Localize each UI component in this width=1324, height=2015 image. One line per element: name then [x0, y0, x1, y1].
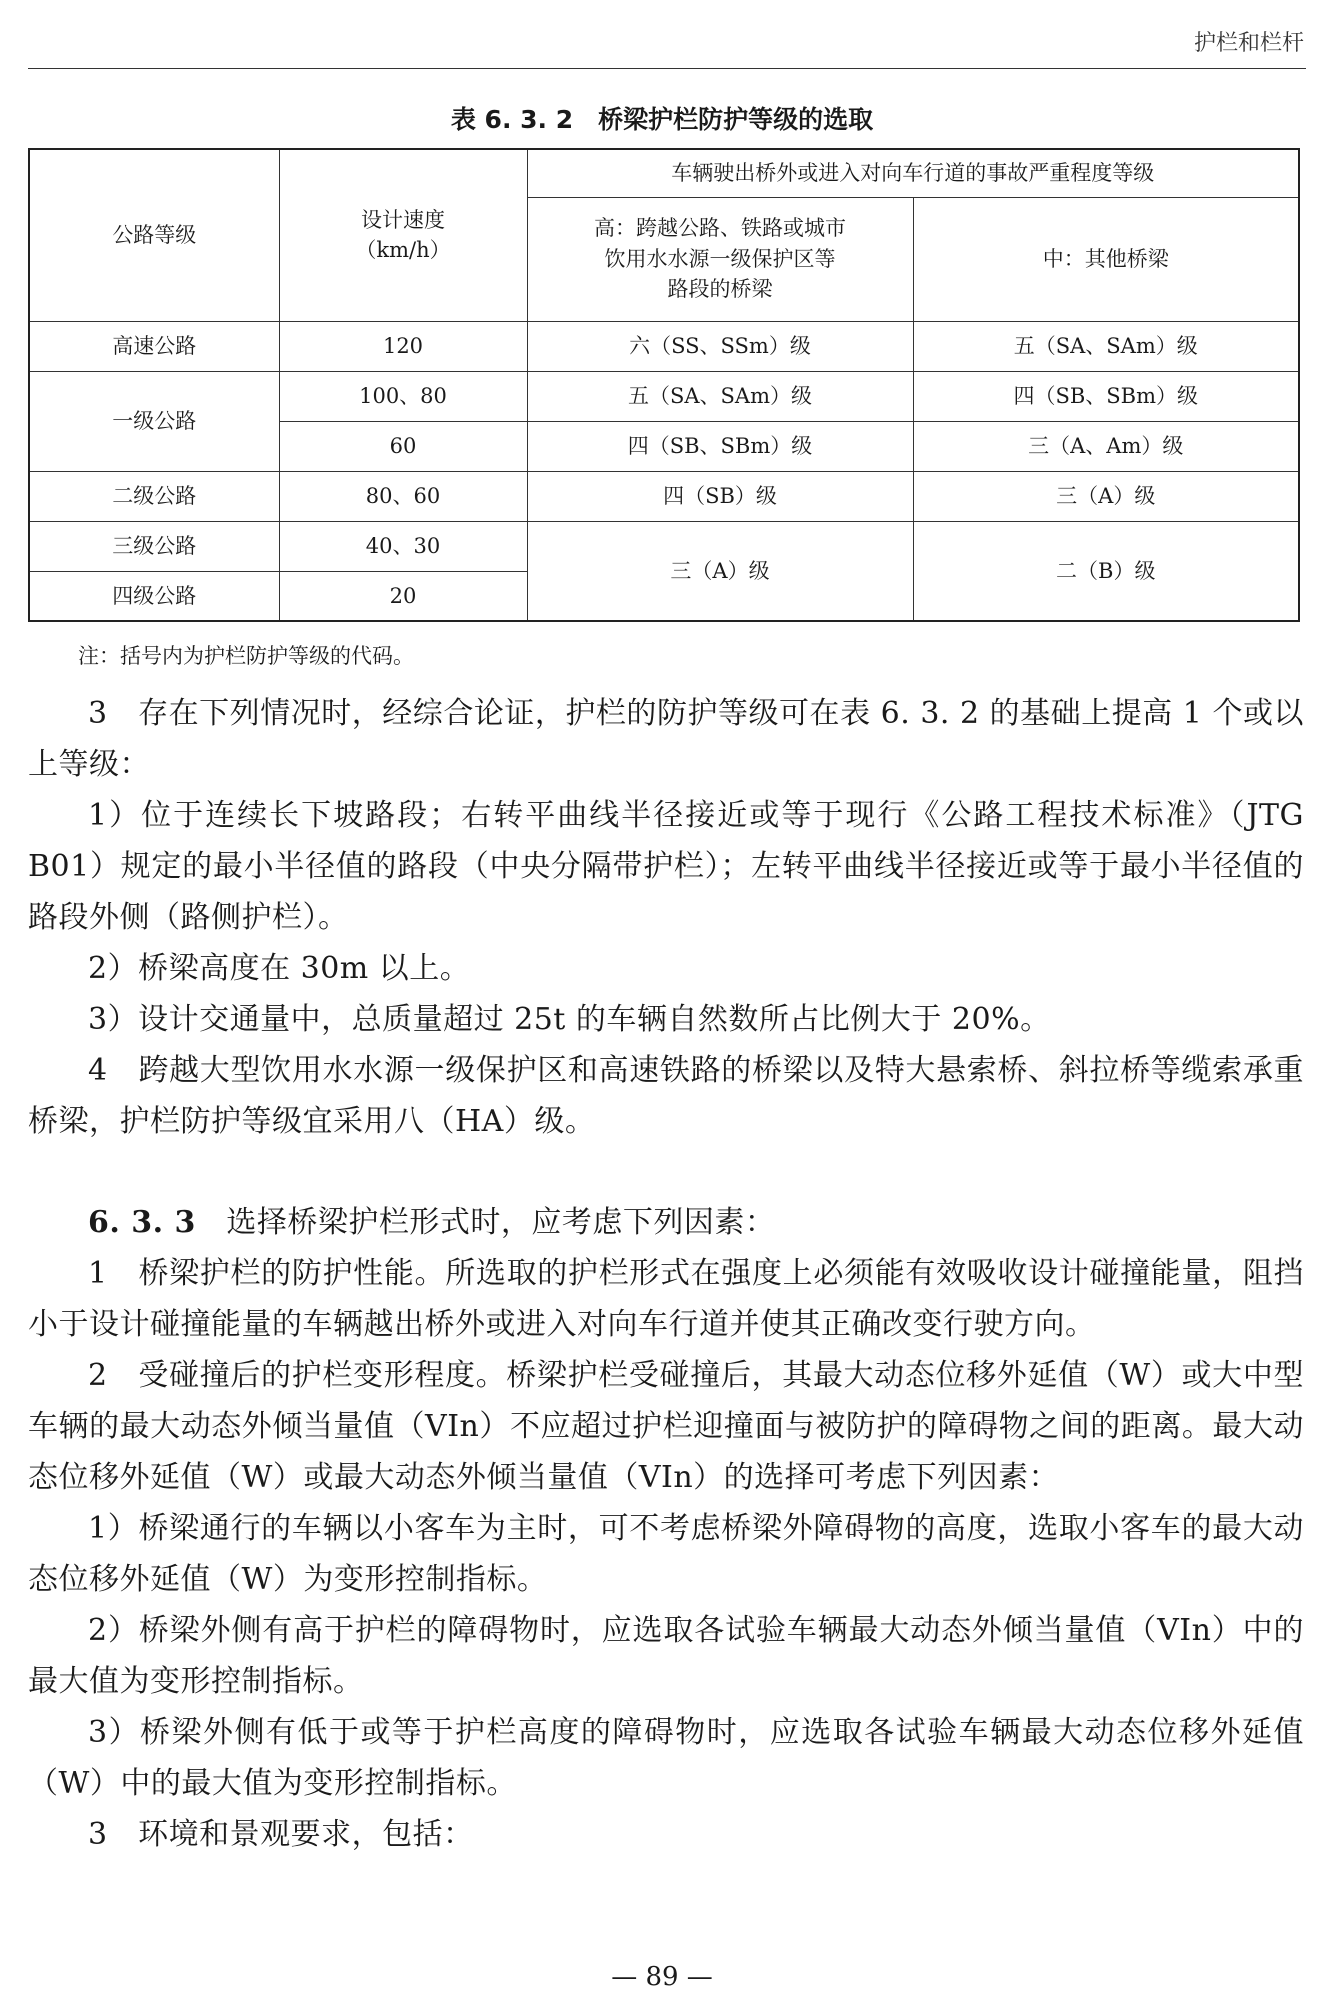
cell-grade: 二级公路	[29, 471, 279, 521]
cell-speed: 80、60	[279, 471, 527, 521]
header-road-grade: 公路等级	[29, 149, 279, 321]
header-high-line1: 高：跨越公路、铁路或城市	[594, 216, 846, 241]
cell-speed: 60	[279, 421, 527, 471]
cell-high: 四（SB）级	[527, 471, 913, 521]
header-high-line2: 饮用水水源一级保护区等	[604, 246, 836, 271]
cell-speed: 20	[279, 571, 527, 621]
section-number: 6. 3. 3	[88, 1205, 196, 1240]
cell-speed: 40、30	[279, 521, 527, 571]
table-caption: 表 6. 3. 2 桥梁护栏防护等级的选取	[450, 105, 874, 134]
cell-high: 五（SA、SAm）级	[527, 371, 913, 421]
cell-high: 六（SS、SSm）级	[527, 321, 913, 371]
header-rule	[28, 68, 1306, 69]
header-design-speed	[279, 149, 527, 321]
paragraph-factor-2-1: 1）桥梁通行的车辆以小客车为主时，可不考虑桥梁外障碍物的高度，选取小客车的最大动态位移外延值（W）为变形控制指标。	[28, 1511, 1304, 1597]
paragraph-item-3: 3 存在下列情况时，经综合论证，护栏的防护等级可在表 6. 3. 2 的基础上提高 1 个或以上等级：	[28, 696, 1304, 782]
cell-high: 三（A）级	[527, 521, 913, 621]
header-severity-high	[527, 197, 913, 321]
paragraph-item-4: 4 跨越大型饮用水水源一级保护区和高速铁路的桥梁以及特大悬索桥、斜拉桥等缆索承重桥梁，护栏防护等级宜采用八（HA）级。	[28, 1053, 1304, 1139]
paragraph-factor-2-3: 3）桥梁外侧有低于或等于护栏高度的障碍物时，应选取各试验车辆最大动态位移外延值（W）中的最大值为变形控制指标。	[28, 1715, 1304, 1801]
paragraph-item-3-3: 3）设计交通量中，总质量超过 25t 的车辆自然数所占比例大于 20%。	[88, 1002, 1051, 1037]
cell-mid: 三（A、Am）级	[913, 421, 1299, 471]
header-severity: 车辆驶出桥外或进入对向车行道的事故严重程度等级	[527, 149, 1299, 197]
paragraph-factor-2: 2 受碰撞后的护栏变形程度。桥梁护栏受碰撞后，其最大动态位移外延值（W）或大中型车辆的最大动态外倾当量值（VIn）不应超过护栏迎撞面与被防护的障碍物之间的距离。最大动态位移外延值（W）或最大动态外倾当量值（VIn）的选择可考虑下列因素：	[28, 1358, 1304, 1495]
cell-grade: 高速公路	[29, 321, 279, 371]
header-speed-line2: （km/h）	[355, 238, 451, 263]
table-note: 注：括号内为护栏防护等级的代码。	[78, 644, 414, 668]
paragraph-item-3-2: 2）桥梁高度在 30m 以上。	[88, 951, 471, 986]
section-heading-text: 选择桥梁护栏形式时，应考虑下列因素：	[195, 1205, 776, 1240]
paragraph-item-3-1: 1）位于连续长下坡路段；右转平曲线半径接近或等于现行《公路工程技术标准》（JTG B01）规定的最小半径值的路段（中央分隔带护栏）；左转平曲线半径接近或等于最小半径值的路段外侧（路侧护栏）。	[28, 798, 1304, 935]
cell-mid: 三（A）级	[913, 471, 1299, 521]
page-number: — 89 —	[611, 1962, 713, 1992]
cell-mid: 五（SA、SAm）级	[913, 321, 1299, 371]
cell-grade: 四级公路	[29, 571, 279, 621]
table-row	[29, 471, 1299, 521]
paragraph-factor-2-2: 2）桥梁外侧有高于护栏的障碍物时，应选取各试验车辆最大动态外倾当量值（VIn）中的最大值为变形控制指标。	[28, 1613, 1304, 1699]
running-header-title: 护栏和栏杆	[1193, 31, 1304, 56]
cell-grade: 三级公路	[29, 521, 279, 571]
cell-speed: 120	[279, 321, 527, 371]
table-row	[29, 371, 1299, 421]
paragraph-factor-3: 3 环境和景观要求，包括：	[88, 1817, 474, 1852]
cell-mid: 四（SB、SBm）级	[913, 371, 1299, 421]
cell-mid: 二（B）级	[913, 521, 1299, 621]
protection-grade-table	[28, 148, 1300, 622]
table-row	[29, 521, 1299, 571]
cell-grade: 一级公路	[29, 371, 279, 471]
paragraph-factor-1: 1 桥梁护栏的防护性能。所选取的护栏形式在强度上必须能有效吸收设计碰撞能量，阻挡小于设计碰撞能量的车辆越出桥外或进入对向车行道并使其正确改变行驶方向。	[28, 1256, 1304, 1342]
table-row	[29, 321, 1299, 371]
header-severity-mid: 中：其他桥梁	[913, 197, 1299, 321]
cell-high: 四（SB、SBm）级	[527, 421, 913, 471]
cell-speed: 100、80	[279, 371, 527, 421]
header-speed-line1: 设计速度	[361, 207, 445, 232]
section-heading-6-3-3	[28, 1197, 1304, 1248]
header-high-line3: 路段的桥梁	[667, 277, 773, 302]
body-text	[28, 688, 1304, 1860]
